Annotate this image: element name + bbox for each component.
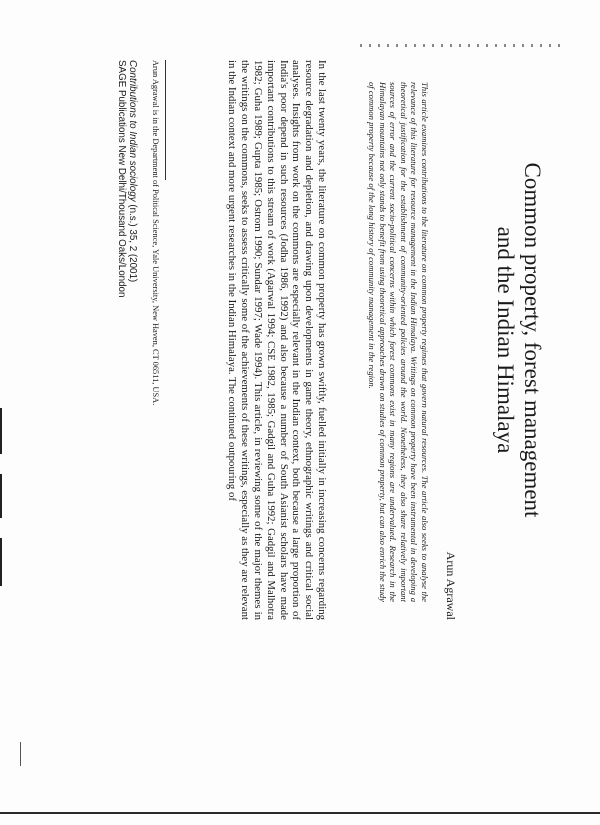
title-line-1: Common property, forest management xyxy=(520,162,545,518)
author-footnote: Arun Agrawal is in the Department of Political Science, Yale University, New Haven, CT 06511, USA. xyxy=(151,60,160,406)
journal-issue: (n.s.) 35, 2 (2001) xyxy=(127,201,138,283)
scan-edge-mark xyxy=(20,742,21,766)
footnote-divider xyxy=(165,60,166,180)
title-line-2: and the Indian Himalaya xyxy=(493,226,518,454)
bottom-scan-rule xyxy=(0,812,600,814)
scan-edge-mark xyxy=(0,474,2,518)
journal-name: Contributions to Indian sociology xyxy=(127,60,138,202)
abstract: This article examines contributions to the literature on common property regimes that govern natural resources. The article also seeks to analyse the relevance of this literature for resource management in the Indian Himalaya. Writings on common property have been instrumental in developing a theoretical justification for the establishment of community-oriented policies around the world. Nonetheless, they also share relatively important sources of error and the current socio-political concerns within which forest commons exist in many regions are undervalued. Research in the Himalayan mountains not only stands to benefit from using theoretical approaches drawn on studies of common property, but can also enrich the study of common property because of the long history of community management in the region. xyxy=(367,82,430,602)
article-title xyxy=(492,60,546,620)
author-name: Arun Agrawal xyxy=(444,551,458,620)
scan-edge-mark xyxy=(0,408,2,454)
journal-citation xyxy=(115,60,138,620)
body-paragraph: In the last twenty years, the literature on common property has grown swiftly, fuelled initially in increasing concerns regarding resource degradation and depletion, and drawing upon developments in game theory, ethnographic writings and critical social analyses. Insights from work on the commons are especially relevant in the Indian context, both because a large proportion of India's poor depend in such resources (Jodha 1986, 1992) and also because a number of South Asianist scholars have made important contributions to this stream of work (Agarwal 1994; CSE 1982, 1985; Gadgil and Guha 1992; Gadgil and Malhotra 1982; Guha 1989; Gupta 1985; Ostrom 1990; Sundar 1997; Wade 1994). This article, in reviewing some of the major themes in the writings on the commons, seeks to assess critically some of the achievements of these writings, especially as they are relevant in the Indian context and more urgent researches in the Indian Himalaya. The continued outpouring of xyxy=(226,60,328,620)
scan-edge-mark xyxy=(0,538,2,586)
rotated-article-block xyxy=(115,60,552,785)
publisher-line: SAGE Publications New Delhi/Thousand Oaks/London xyxy=(115,60,127,298)
scan-dot-artifact xyxy=(360,44,560,47)
